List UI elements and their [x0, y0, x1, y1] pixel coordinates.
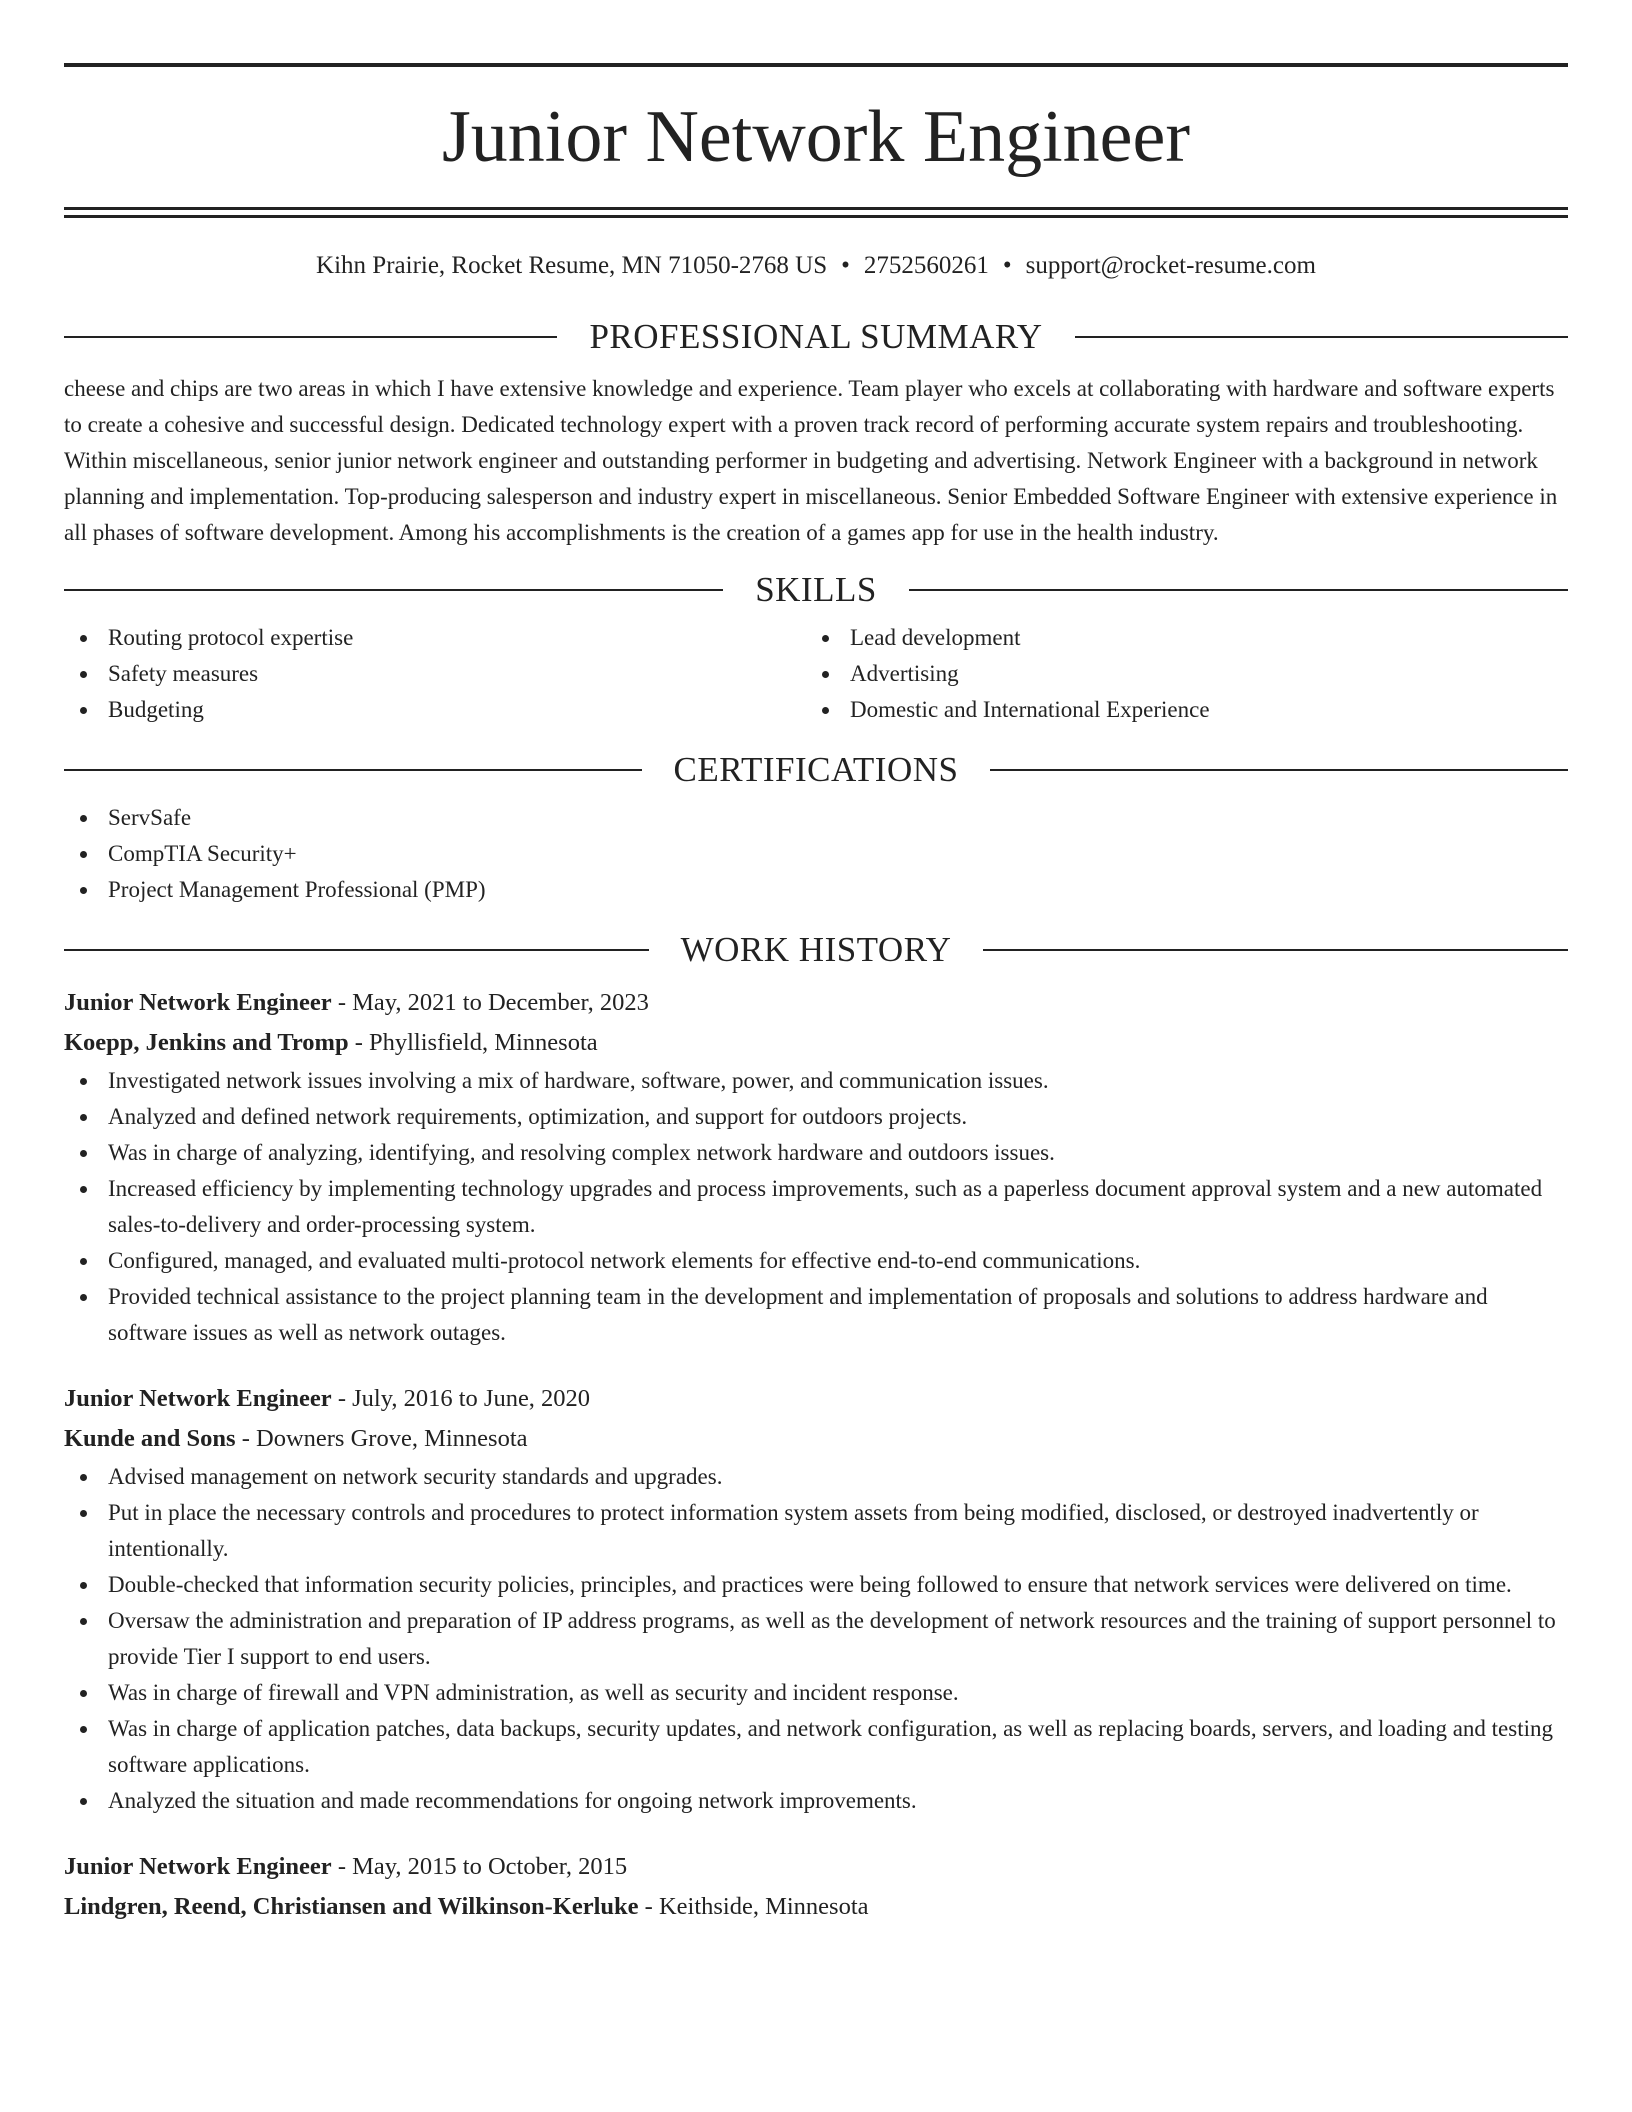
- skill-item: Safety measures: [64, 656, 806, 692]
- heading-line: [64, 589, 723, 591]
- heading-line: [64, 949, 649, 951]
- job-title: Junior Network Engineer: [64, 1385, 332, 1412]
- job-company: Lindgren, Reend, Christiansen and Wilkinson-Kerluke: [64, 1893, 639, 1920]
- skill-item: Domestic and International Experience: [806, 692, 1548, 728]
- job-duty: Analyzed the situation and made recommendations for ongoing network improvements.: [64, 1783, 1568, 1819]
- section-title: WORK HISTORY: [680, 930, 952, 969]
- header-double-rule: [64, 207, 1568, 218]
- certifications-list: [64, 800, 1568, 908]
- skill-item: Lead development: [806, 620, 1548, 656]
- heading-line: [64, 336, 557, 338]
- job-location: - Downers Grove, Minnesota: [235, 1425, 528, 1452]
- job-duty: Analyzed and defined network requirements, optimization, and support for outdoors projects.: [64, 1099, 1568, 1135]
- job-duty: Investigated network issues involving a mix of hardware, software, power, and communication issues.: [64, 1063, 1568, 1099]
- job-title: Junior Network Engineer: [64, 989, 332, 1016]
- job-duty: Was in charge of analyzing, identifying, and resolving complex network hardware and outdoors issues.: [64, 1135, 1568, 1171]
- job-duties-list: [64, 1063, 1568, 1351]
- job-company: Koepp, Jenkins and Tromp: [64, 1029, 349, 1056]
- certification-item: CompTIA Security+: [64, 836, 1568, 872]
- job-dates: - May, 2021 to December, 2023: [331, 989, 649, 1016]
- certification-item: ServSafe: [64, 800, 1568, 836]
- section-title: PROFESSIONAL SUMMARY: [589, 317, 1043, 356]
- heading-line: [983, 949, 1568, 951]
- job-entry: [64, 1847, 1568, 1927]
- skills-column-left: [64, 620, 806, 728]
- job-duty: Provided technical assistance to the project planning team in the development and implementation of proposals and solutions to address hardware and software issues as well as network outages.: [64, 1279, 1568, 1351]
- contact-phone: 2752560261: [863, 252, 989, 279]
- job-duties-list: [64, 1459, 1568, 1819]
- section-heading-certifications: [64, 748, 1568, 792]
- skills-list: [64, 620, 1568, 728]
- section-title: SKILLS: [755, 570, 877, 609]
- resume-page: [64, 0, 1568, 1927]
- section-heading-skills: [64, 568, 1568, 612]
- summary-text: cheese and chips are two areas in which I have extensive knowledge and experience. Team player who excels at collaborating with hardware and software experts to create a cohesive and successful design. Dedicated technology expert with a proven track record of performing accurate system repairs and troubleshooting. Within miscellaneous, senior junior network engineer and outstanding performer in budgeting and advertising. Network Engineer with a background in network planning and implementation. Top-producing salesperson and industry expert in miscellaneous. Senior Embedded Software Engineer with extensive experience in all phases of software development. Among his accomplishments is the creation of a games app for use in the health industry.: [64, 376, 1558, 545]
- skill-item: Budgeting: [64, 692, 806, 728]
- job-entry: [64, 983, 1568, 1351]
- skills-column-right: [806, 620, 1548, 728]
- section-heading-work-history: [64, 928, 1568, 972]
- job-title-line: [64, 1379, 1568, 1419]
- heading-line: [64, 769, 642, 771]
- job-company-line: [64, 1887, 1568, 1927]
- job-title-line: [64, 1847, 1568, 1887]
- contact-address: Kihn Prairie, Rocket Resume, MN 71050-2768 US: [316, 252, 828, 279]
- job-location: - Phyllisfield, Minnesota: [348, 1029, 598, 1056]
- resume-title: Junior Network Engineer: [441, 96, 1191, 178]
- job-company-line: [64, 1023, 1568, 1063]
- certification-item: Project Management Professional (PMP): [64, 872, 1568, 908]
- contact-line: [64, 250, 1568, 282]
- contact-separator: •: [841, 252, 850, 279]
- heading-line: [990, 769, 1568, 771]
- job-dates: - May, 2015 to October, 2015: [331, 1853, 628, 1880]
- top-rule: [64, 63, 1568, 67]
- contact-separator: •: [1002, 252, 1012, 279]
- job-dates: - July, 2016 to June, 2020: [331, 1385, 591, 1412]
- job-duty: Increased efficiency by implementing technology upgrades and process improvements, such as a paperless document approval system and a new automated sales-to-delivery and order-processing system.: [64, 1171, 1568, 1243]
- section-heading-summary: [64, 315, 1568, 359]
- contact-email: support@rocket-resume.com: [1025, 252, 1316, 279]
- job-duty: Oversaw the administration and preparation of IP address programs, as well as the development of network resources and the training of support personnel to provide Tier I support to end users.: [64, 1603, 1568, 1675]
- job-location: - Keithside, Minnesota: [638, 1893, 869, 1920]
- job-duty: Was in charge of firewall and VPN administration, as well as security and incident response.: [64, 1675, 1568, 1711]
- skill-item: Routing protocol expertise: [64, 620, 806, 656]
- job-duty: Double-checked that information security policies, principles, and practices were being followed to ensure that network services were delivered on time.: [64, 1567, 1568, 1603]
- job-duty: Was in charge of application patches, data backups, security updates, and network configuration, as well as replacing boards, servers, and loading and testing software applications.: [64, 1711, 1568, 1783]
- job-title-line: [64, 983, 1568, 1023]
- heading-line: [909, 589, 1568, 591]
- job-duty: Put in place the necessary controls and procedures to protect information system assets from being modified, disclosed, or destroyed inadvertently or intentionally.: [64, 1495, 1568, 1567]
- job-duty: Advised management on network security standards and upgrades.: [64, 1459, 1568, 1495]
- section-title: CERTIFICATIONS: [673, 750, 959, 789]
- job-title: Junior Network Engineer: [64, 1853, 332, 1880]
- heading-line: [1075, 336, 1568, 338]
- job-company-line: [64, 1419, 1568, 1459]
- job-entry: [64, 1379, 1568, 1819]
- job-duty: Configured, managed, and evaluated multi-protocol network elements for effective end-to-end communications.: [64, 1243, 1568, 1279]
- job-company: Kunde and Sons: [64, 1425, 236, 1452]
- skill-item: Advertising: [806, 656, 1548, 692]
